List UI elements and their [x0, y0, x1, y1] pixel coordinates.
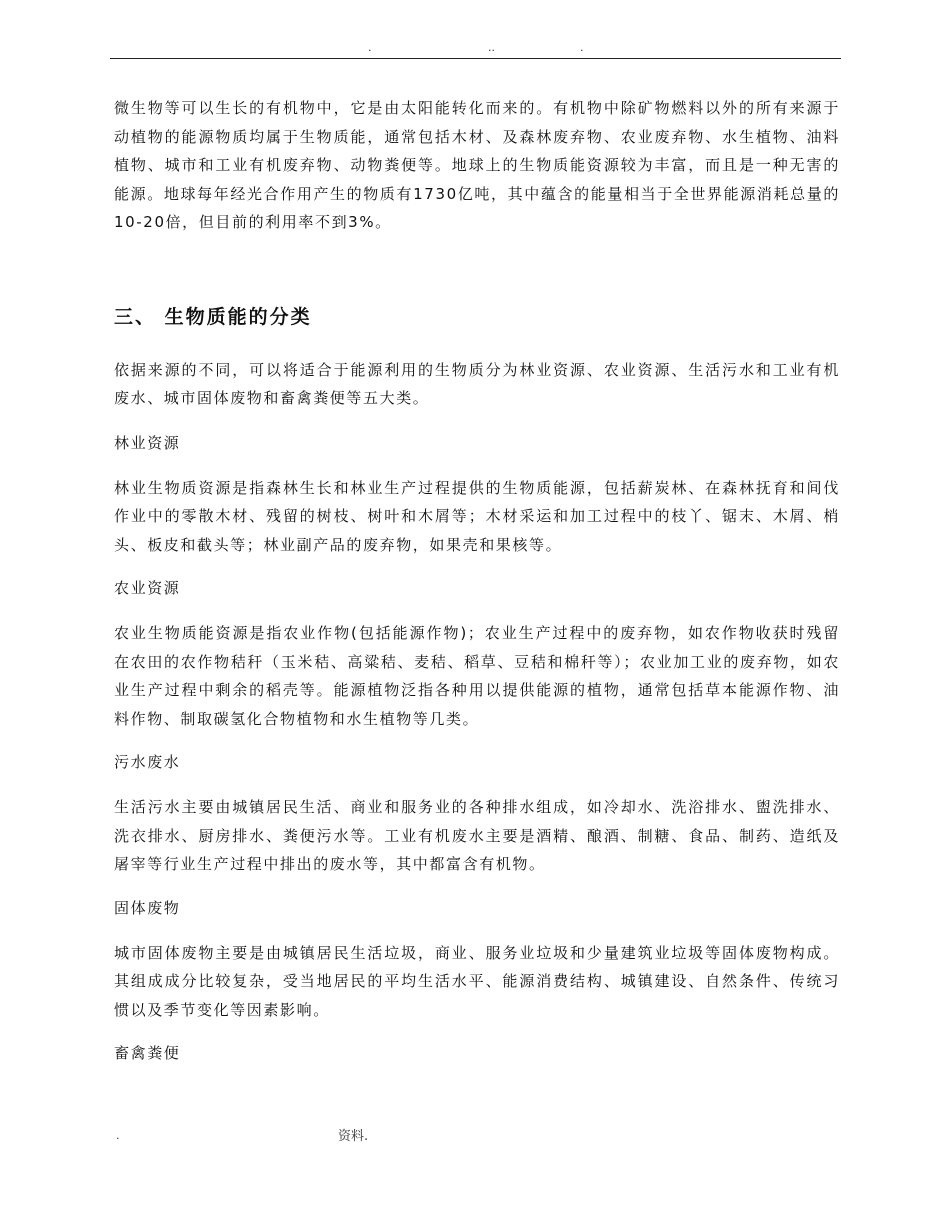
forestry-paragraph: 林业生物质资源是指森林生长和林业生产过程提供的生物质能源，包括薪炭林、在森林抚育和间伐作业中的零散木材、残留的树枝、树叶和木屑等；木材采运和加工过程中的枝丫、锯末、木屑、梢头、板皮和截头等；林业副产品的废弃物，如果壳和果核等。: [114, 478, 840, 554]
agriculture-heading: 农业资源: [114, 579, 181, 597]
footer-label: 资料.: [338, 1129, 369, 1144]
wastewater-heading: 污水废水: [114, 753, 181, 771]
intro-paragraph: 微生物等可以生长的有机物中，它是由太阳能转化而来的。有机物中除矿物燃料以外的所有来源于动植物的能源物质均属于生物质能，通常包括木材、及森林废弃物、农业废弃物、水生植物、油料植物、城市和工业有机废弃物、动物粪便等。地球上的生物质能资源较为丰富，而且是一种无害的能源。地球每年经光合作用产生的物质有1730亿吨，其中蕴含的能量相当于全世界能源消耗总量的10-20倍，但目前的利用率不到3%。: [114, 99, 840, 231]
section-heading: 三、 生物质能的分类: [114, 305, 312, 328]
header-dot: ..: [488, 41, 495, 54]
header-dot: .: [368, 41, 372, 54]
header-dots: [110, 42, 841, 56]
footer-dot: .: [116, 1129, 120, 1142]
solid-waste-paragraph: 城市固体废物主要是由城镇居民生活垃圾，商业、服务业垃圾和少量建筑业垃圾等固体废物构成。其组成成分比较复杂，受当地居民的平均生活水平、能源消费结构、城镇建设、自然条件、传统习惯以及季节变化等因素影响。: [114, 943, 840, 1019]
forestry-heading: 林业资源: [114, 433, 181, 452]
section-intro-paragraph: 依据来源的不同，可以将适合于能源利用的生物质分为林业资源、农业资源、生活污水和工业有机废水、城市固体废物和畜禽粪便等五大类。: [114, 360, 840, 407]
header-dot: .: [580, 41, 584, 54]
solid-waste-heading: 固体废物: [114, 898, 181, 917]
livestock-heading: 畜禽粪便: [114, 1044, 181, 1062]
document-body: [114, 94, 840, 1065]
wastewater-paragraph: 生活污水主要由城镇居民生活、商业和服务业的各种排水组成，如冷却水、洗浴排水、盥洗排水、洗衣排水、厨房排水、粪便污水等。工业有机废水主要是酒精、酿酒、制糖、食品、制药、造纸及屠宰等行业生产过程中排出的废水等，其中都富含有机物。: [114, 798, 840, 873]
agriculture-paragraph: 农业生物质能资源是指农业作物(包括能源作物)；农业生产过程中的废弃物，如农作物收获时残留在农田的农作物秸秆（玉米秸、高粱秸、麦秸、稻草、豆秸和棉秆等）；农业加工业的废弃物，如农业生产过程中剩余的稻壳等。能源植物泛指各种用以提供能源的植物，通常包括草本能源作物、油料作物、制取碳氢化合物植物和水生植物等几类。: [114, 624, 840, 728]
header-rule: [110, 58, 841, 59]
